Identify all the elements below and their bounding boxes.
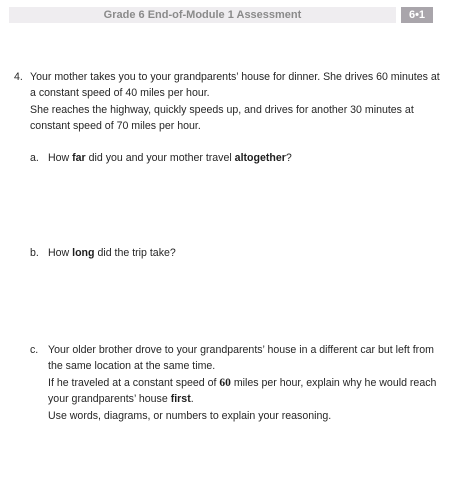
part-b-keyword: long <box>72 247 95 259</box>
assessment-title: Grade 6 End-of-Module 1 Assessment <box>103 9 302 21</box>
part-b-letter: b. <box>30 247 39 259</box>
question-line: constant speed of 70 miles per hour. <box>30 120 201 133</box>
part-a-text: did you and your mother travel <box>85 152 235 164</box>
part-b-prompt <box>48 245 448 261</box>
part-b-text: did the trip take? <box>94 247 176 259</box>
part-a-keyword: far <box>72 152 86 164</box>
part-c-line <box>48 391 458 407</box>
question-line: She reaches the highway, quickly speeds up, and drives for another 30 minutes at <box>30 103 414 116</box>
part-a-prompt <box>48 150 448 166</box>
part-c-letter: c. <box>30 344 39 356</box>
question-number: 4. <box>14 71 23 83</box>
part-c-prompt <box>48 342 458 424</box>
part-c-text: miles per hour, explain why he would reach <box>230 376 437 389</box>
part-a-keyword: altogether <box>234 152 286 164</box>
part-c-line: Use words, diagrams, or numbers to explain your reasoning. <box>48 409 332 422</box>
part-c-text: If he traveled at a constant speed of <box>48 376 220 389</box>
question-line: a constant speed of 40 miles per hour. <box>30 87 210 100</box>
part-c-line: Your older brother drove to your grandparents’ house in a different car but left from <box>48 344 434 356</box>
part-c-line <box>48 375 458 391</box>
part-c-text: . <box>190 393 194 406</box>
module-badge: 6•1 <box>401 7 433 23</box>
part-c-keyword: 60 <box>219 376 231 389</box>
header-bar <box>9 7 396 23</box>
part-c-keyword: first <box>170 393 191 406</box>
part-c-text: your grandparents’ house <box>48 393 171 406</box>
part-a-text: How <box>48 152 73 164</box>
part-b-text: How <box>48 247 73 259</box>
part-a-letter: a. <box>30 152 39 164</box>
part-c-line: the same location at the same time. <box>48 360 216 373</box>
part-a-text: ? <box>285 152 292 164</box>
question-line: Your mother takes you to your grandparents’ house for dinner. She drives 60 minutes at <box>30 71 440 83</box>
question-stem <box>30 69 448 135</box>
